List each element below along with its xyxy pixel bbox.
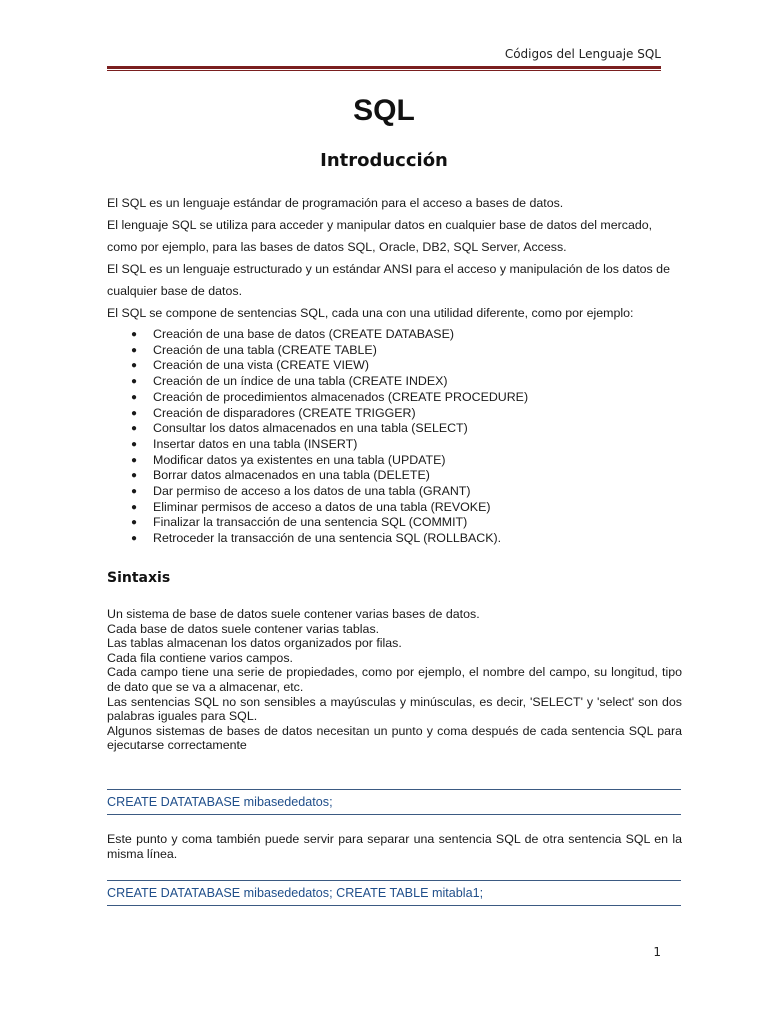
page-number: 1 bbox=[653, 945, 661, 959]
intro-section bbox=[107, 192, 682, 324]
syntax-section bbox=[107, 607, 682, 753]
syntax-line: Cada fila contiene varios campos. bbox=[107, 650, 293, 665]
syntax-line: Las sentencias SQL no son sensibles a mayúsculas y minúsculas, es decir, 'SELECT' y 'select' son dos palabras iguales para SQL. bbox=[107, 694, 682, 724]
list-item-text: Consultar los datos almacenados en una tabla (SELECT) bbox=[153, 421, 468, 436]
list-item-text: Borrar datos almacenados en una tabla (DELETE) bbox=[153, 468, 430, 483]
list-item-text: Dar permiso de acceso a los datos de una tabla (GRANT) bbox=[153, 484, 471, 499]
sql-statement-list bbox=[107, 327, 667, 547]
code-example-2: CREATE DATATABASE mibasededatos; CREATE TABLE mitabla1; bbox=[107, 880, 681, 906]
intro-paragraph: El SQL se compone de sentencias SQL, cada una con una utilidad diferente, como por ejemplo: bbox=[107, 306, 634, 320]
intro-heading: Introducción bbox=[320, 150, 448, 171]
list-item-text: Creación de disparadores (CREATE TRIGGER) bbox=[153, 405, 416, 420]
intro-paragraph: El SQL es un lenguaje estructurado y un estándar ANSI para el acceso y manipulación de los datos de cualquier base de datos. bbox=[107, 262, 670, 298]
syntax-heading: Sintaxis bbox=[107, 570, 171, 586]
bullet-icon: ● bbox=[131, 423, 138, 435]
list-item bbox=[107, 374, 667, 390]
list-item bbox=[107, 453, 667, 469]
document-title: SQL bbox=[353, 94, 415, 127]
bullet-icon: ● bbox=[131, 517, 138, 529]
bullet-icon: ● bbox=[131, 454, 138, 466]
list-item-text: Insertar datos en una tabla (INSERT) bbox=[153, 436, 358, 451]
list-item bbox=[107, 358, 667, 374]
list-item-text: Creación de procedimientos almacenados (CREATE PROCEDURE) bbox=[153, 389, 529, 404]
list-item bbox=[107, 531, 667, 547]
bullet-icon: ● bbox=[131, 376, 138, 388]
list-item bbox=[107, 406, 667, 422]
bullet-icon: ● bbox=[131, 470, 138, 482]
header-rule bbox=[107, 66, 661, 72]
semicolon-note: Este punto y coma también puede servir para separar una sentencia SQL de otra sentencia SQL en la misma línea. bbox=[107, 832, 682, 861]
intro-paragraph: El SQL es un lenguaje estándar de programación para el acceso a bases de datos. bbox=[107, 196, 564, 210]
bullet-icon: ● bbox=[131, 438, 138, 450]
bullet-icon: ● bbox=[131, 407, 138, 419]
list-item-text: Creación de una base de datos (CREATE DATABASE) bbox=[153, 327, 454, 341]
list-item bbox=[107, 500, 667, 516]
syntax-line: Cada base de datos suele contener varias tablas. bbox=[107, 621, 380, 636]
syntax-line: Cada campo tiene una serie de propiedades, como por ejemplo, el nombre del campo, su longitud, tipo de dato que se va a almacenar, etc. bbox=[107, 665, 682, 694]
bullet-icon: ● bbox=[131, 344, 138, 356]
syntax-line: Un sistema de base de datos suele contener varias bases de datos. bbox=[107, 607, 480, 621]
running-header-title: Códigos del Lenguaje SQL bbox=[504, 47, 661, 61]
list-item-text: Creación de una tabla (CREATE TABLE) bbox=[153, 342, 377, 357]
list-item bbox=[107, 390, 667, 406]
list-item-text: Creación de un índice de una tabla (CREATE INDEX) bbox=[153, 374, 448, 389]
list-item-text: Eliminar permisos de acceso a datos de una tabla (REVOKE) bbox=[153, 499, 491, 514]
list-item-text: Retroceder la transacción de una sentencia SQL (ROLLBACK). bbox=[153, 531, 502, 546]
bullet-icon: ● bbox=[131, 391, 138, 403]
syntax-line: Las tablas almacenan los datos organizados por filas. bbox=[107, 636, 402, 651]
code-example-1: CREATE DATATABASE mibasededatos; bbox=[107, 789, 681, 815]
list-item bbox=[107, 421, 667, 437]
list-item-text: Creación de una vista (CREATE VIEW) bbox=[153, 358, 369, 373]
bullet-icon: ● bbox=[131, 533, 138, 545]
bullet-icon: ● bbox=[131, 501, 138, 513]
list-item-text: Modificar datos ya existentes en una tabla (UPDATE) bbox=[153, 452, 446, 467]
list-item bbox=[107, 437, 667, 453]
list-item bbox=[107, 327, 667, 343]
list-item bbox=[107, 468, 667, 484]
bullet-icon: ● bbox=[131, 486, 138, 498]
intro-paragraph: El lenguaje SQL se utiliza para acceder y manipular datos en cualquier base de datos del mercado, como por ejemplo, para las bases de datos SQL, Oracle, DB2, SQL Server, Access. bbox=[107, 218, 653, 254]
list-item bbox=[107, 515, 667, 531]
syntax-line: Algunos sistemas de bases de datos necesitan un punto y coma después de cada sentencia SQL para ejecutarse correctamente bbox=[107, 723, 682, 753]
list-item bbox=[107, 484, 667, 500]
header-rule-thin bbox=[107, 70, 661, 71]
bullet-icon: ● bbox=[131, 360, 138, 372]
list-item-text: Finalizar la transacción de una sentencia SQL (COMMIT) bbox=[153, 515, 468, 530]
list-item bbox=[107, 343, 667, 359]
bullet-icon: ● bbox=[131, 329, 138, 340]
